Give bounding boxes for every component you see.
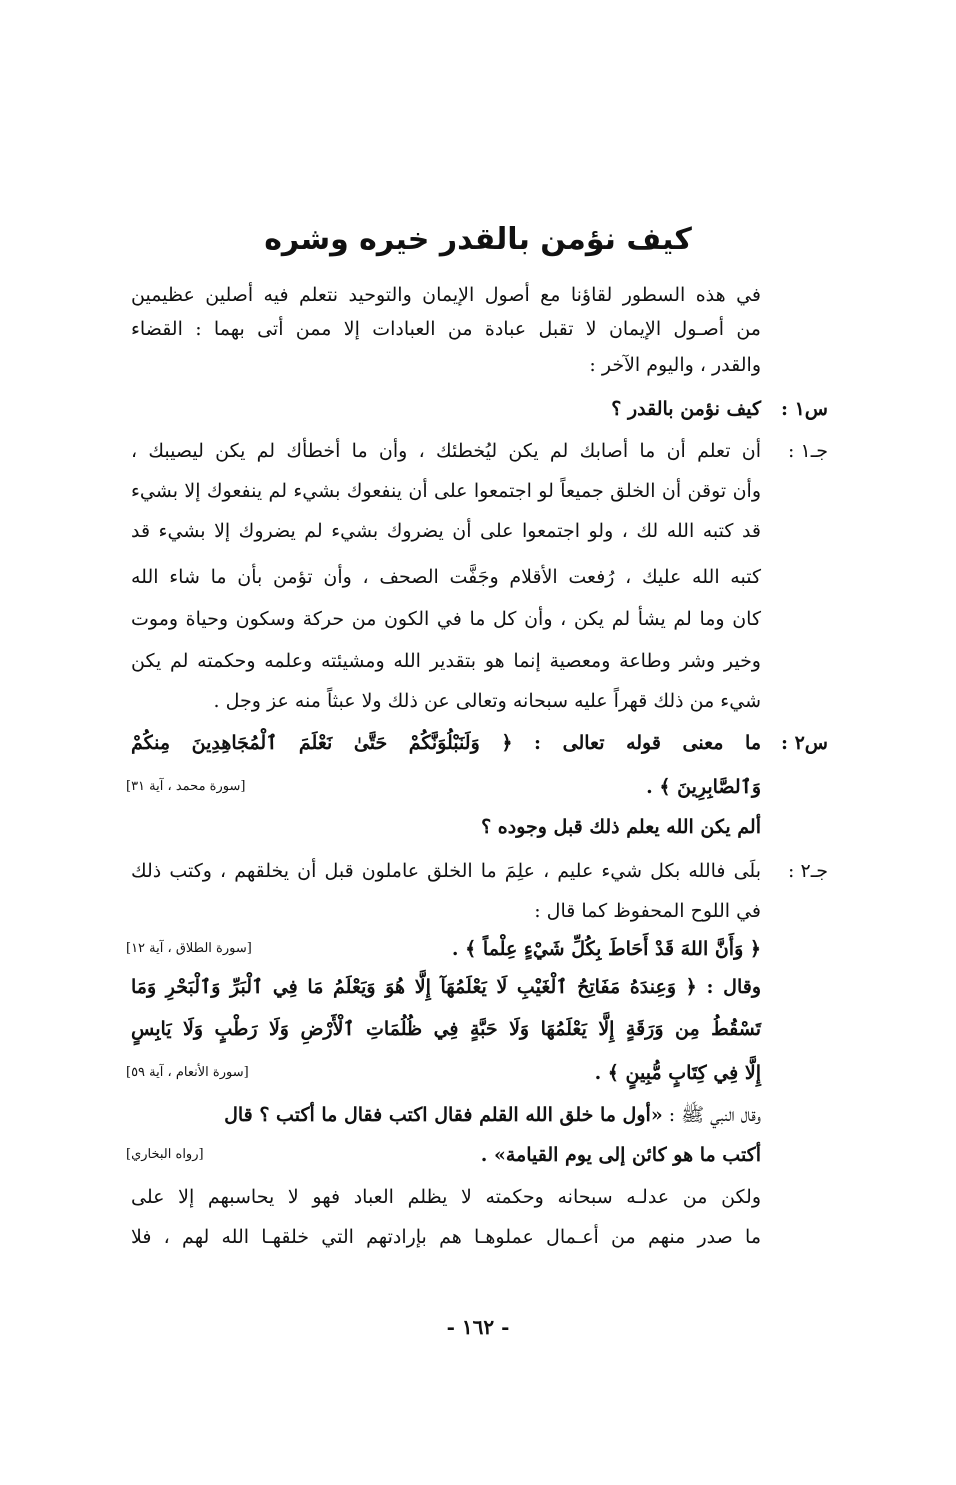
question-2-line-1: ما معنى قوله تعالى : ﴿ وَلَنَبْلُوَنَّكُمْ حَتَّىٰ نَعْلَمَ ٱلْمُجَاهِدِينَ مِنكُمْ [131, 732, 761, 754]
answer-2-label: جـ٢ : [788, 860, 828, 882]
question-1-label: س١ : [780, 398, 828, 420]
page-number: - ١٦٢ - [446, 1315, 510, 1339]
intro-line-1: في هذه السطور لقاؤنا مع أصول الإيمان والتوحيد نتعلم فيه أصلين عظيمين [131, 284, 761, 306]
page-title: كيف نؤمن بالقدر خيره وشره [264, 222, 692, 257]
hadith-text: «أول ما خلق الله القلم فقال اكتب فقال ما أكتب ؟ قال [224, 1104, 663, 1126]
intro-line-2: من أصـول الإيمان لا تقبل عبادة من العبادات إلا ممن أتى بهما : القضاء [131, 318, 761, 340]
quran-verse: وقال : ﴿ وَعِندَهُ مَفَاتِحُ ٱلْغَيْبِ لَا يَعْلَمُهَآ إِلَّا هُوَ وَيَعْلَمُ مَا فِي ٱلْبَرِّ وَٱلْبَحْرِ وَمَا [131, 976, 761, 998]
answer-1-label: جـ١ : [788, 440, 828, 462]
hadith-line: أكتب ما هو كائن إلى يوم القيامة» . [480, 1144, 761, 1166]
answer-1-line: أن تعلم أن ما أصابك لم يكن ليُخطئك ، وأن ما أخطأك لم يكن ليصيبك ، [131, 440, 761, 462]
hadith-intro: وقال النبي ﷺ : [662, 1104, 761, 1126]
answer-2-line: بلَى فالله بكل شيء عليم ، علِمَ ما الخلق عاملون قبل أن يخلقهم ، وكتب ذلك [131, 860, 761, 882]
hadith-line [131, 1100, 761, 1130]
answer-2-line: ما صدر منهم من أعـمال عملوهـا هم بإرادتهم التي خلقهـا الله لهم ، فلا [131, 1226, 761, 1248]
answer-2-line: في اللوح المحفوظ كما قال : [534, 900, 761, 922]
answer-1-line: شيء من ذلك قهراً عليه سبحانه وتعالى عن ذلك ولا عبثاً منه عز وجل . [213, 690, 761, 712]
quran-verse: تَسْقُطُ مِن وَرَقَةٍ إِلَّا يَعْلَمُهَا وَلَا حَبَّةٍ فِي ظُلُمَاتِ ٱلْأَرْضِ وَلَا رَطْبٍ وَلَا يَابِسٍ [131, 1018, 761, 1040]
answer-1-line: كتبه الله عليك ، رُفعت الأقلام وجَفَّت الصحف ، وأن تؤمن بأن ما شاء الله [131, 566, 761, 588]
answer-2-line: ولكن من عدلـه سبحانه وحكمته لا يظلم العباد فهو لا يحاسبهم إلا على [131, 1186, 761, 1208]
hadith-reference: [رواه البخاري] [126, 1147, 204, 1162]
answer-1-line: وخير وشر وطاعة ومعصية إنما هو بتقدير الله ومشيئته وعلمه وحكمته لم يكن [131, 650, 761, 672]
quran-reference: [سورة الطلاق ، آية ١٢] [126, 941, 252, 956]
answer-1-line: كان وما لم يشأ لم يكن ، وأن كل ما في الكون من حركة وسكون وحياة وموت [131, 608, 761, 630]
question-1-text: كيف نؤمن بالقدر ؟ [611, 398, 761, 420]
question-2-line-2: وَٱلصَّابِرِينَ ﴾ . [646, 776, 761, 798]
answer-1-line: قد كتبه الله لك ، ولو اجتمعوا على أن يضروك بشيء لم يضروك إلا بشيء قد [131, 520, 761, 542]
quran-reference: [سورة محمد ، آية ٣١] [126, 779, 246, 794]
question-2-label: س٢ : [780, 732, 828, 754]
quran-verse: ﴿ وَأَنَّ اللهَ قَدْ أَحَاطَ بِكُلِّ شَيْءٍ عِلْماً ﴾ . [451, 938, 761, 960]
quran-reference: [سورة الأنعام ، آية ٥٩] [126, 1065, 249, 1080]
intro-line-3: والقدر ، واليوم الآخر : [589, 354, 761, 376]
question-2-line-3: ألم يكن الله يعلم ذلك قبل وجوده ؟ [481, 816, 761, 838]
quran-verse: إِلَّا فِي كِتَابٍ مُّبِينٍ ﴾ . [594, 1062, 761, 1084]
answer-1-line: وأن توقن أن الخلق جميعاً لو اجتمعوا على أن ينفعوك بشيء لم ينفعوك إلا بشيء [131, 480, 761, 502]
